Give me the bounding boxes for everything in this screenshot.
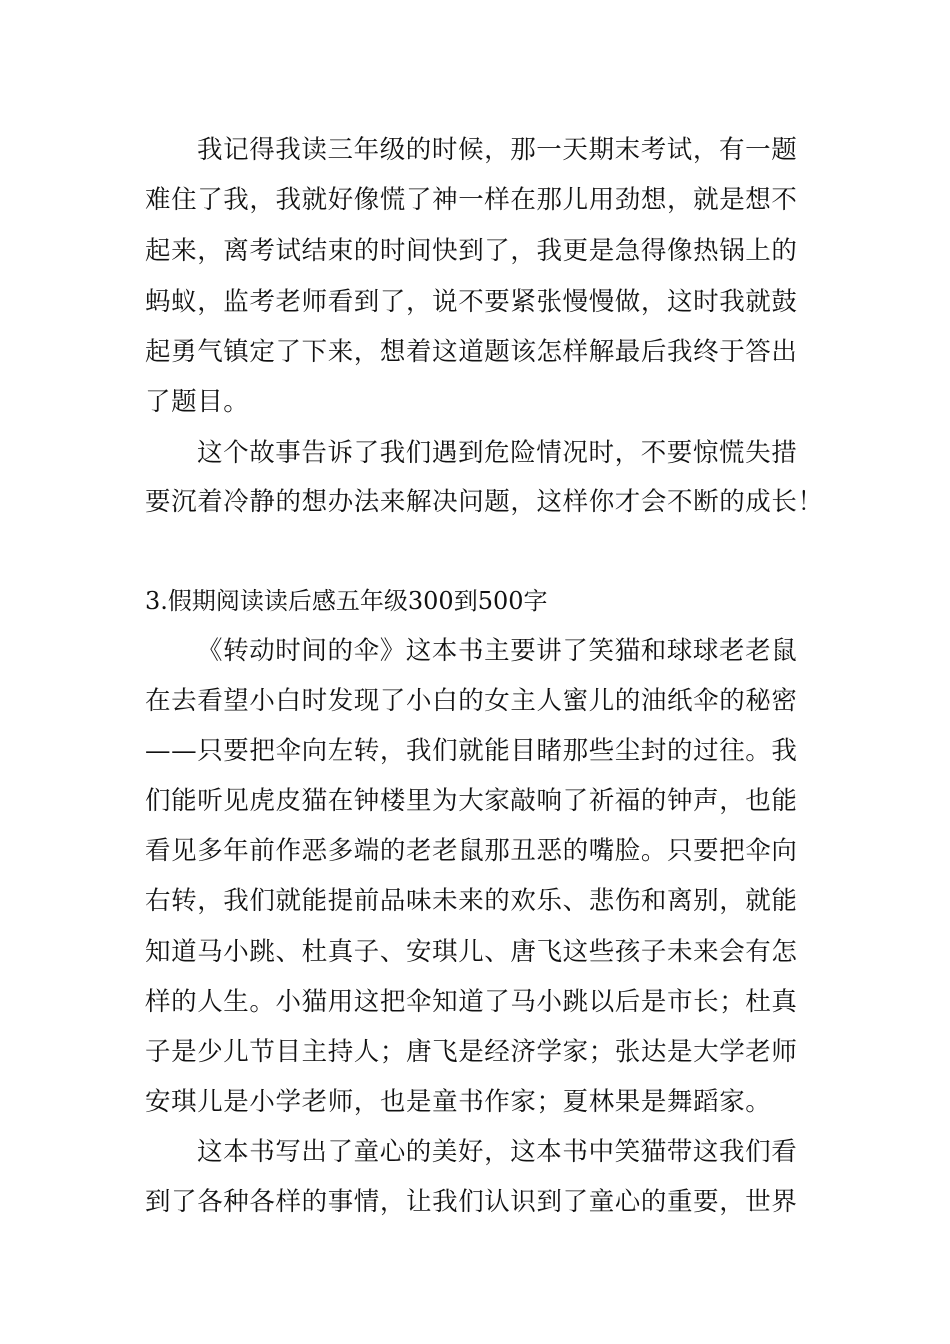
paragraph-line: ——只要把伞向左转，我们就能目睹那些尘封的过往。我 xyxy=(145,736,798,766)
section-heading: 3.假期阅读读后感五年级300到500字 xyxy=(145,587,548,615)
paragraph-line: 安琪儿是小学老师，也是童书作家；夏林果是舞蹈家。 xyxy=(145,1087,772,1117)
paragraph-line: 这本书写出了童心的美好，这本书中笑猫带这我们看 xyxy=(197,1137,798,1167)
paragraph-line: 子是少儿节目主持人；唐飞是经济学家；张达是大学老师 xyxy=(145,1037,798,1067)
paragraph-line: 这个故事告诉了我们遇到危险情况时，不要惊慌失措 xyxy=(197,438,798,468)
paragraph-line: 右转，我们就能提前品味未来的欢乐、悲伤和离别，就能 xyxy=(145,886,798,916)
paragraph-line: 难住了我，我就好像慌了神一样在那儿用劲想，就是想不 xyxy=(145,185,798,215)
paragraph-line: 到了各种各样的事情，让我们认识到了童心的重要，世界 xyxy=(145,1187,798,1217)
paragraph-line: 《转动时间的伞》这本书主要讲了笑猫和球球老老鼠 xyxy=(197,636,798,666)
paragraph-line: 知道马小跳、杜真子、安琪儿、唐飞这些孩子未来会有怎 xyxy=(145,937,798,967)
paragraph-line: 看见多年前作恶多端的老老鼠那丑恶的嘴脸。只要把伞向 xyxy=(145,836,798,866)
paragraph-line: 起勇气镇定了下来，想着这道题该怎样解最后我终于答出 xyxy=(145,337,798,367)
paragraph-line: 要沉着冷静的想办法来解决问题，这样你才会不断的成长！ xyxy=(145,487,824,517)
paragraph-line: 起来，离考试结束的时间快到了，我更是急得像热锅上的 xyxy=(145,236,798,266)
paragraph-line: 蚂蚁，监考老师看到了，说不要紧张慢慢做，这时我就鼓 xyxy=(145,287,798,317)
paragraph-line: 我记得我读三年级的时候，那一天期末考试，有一题 xyxy=(197,135,798,165)
paragraph-line: 了题目。 xyxy=(145,387,250,417)
paragraph-line: 们能听见虎皮猫在钟楼里为大家敲响了祈福的钟声，也能 xyxy=(145,786,798,816)
paragraph-line: 在去看望小白时发现了小白的女主人蜜儿的油纸伞的秘密 xyxy=(145,686,798,716)
paragraph-line: 样的人生。小猫用这把伞知道了马小跳以后是市长；杜真 xyxy=(145,987,798,1017)
